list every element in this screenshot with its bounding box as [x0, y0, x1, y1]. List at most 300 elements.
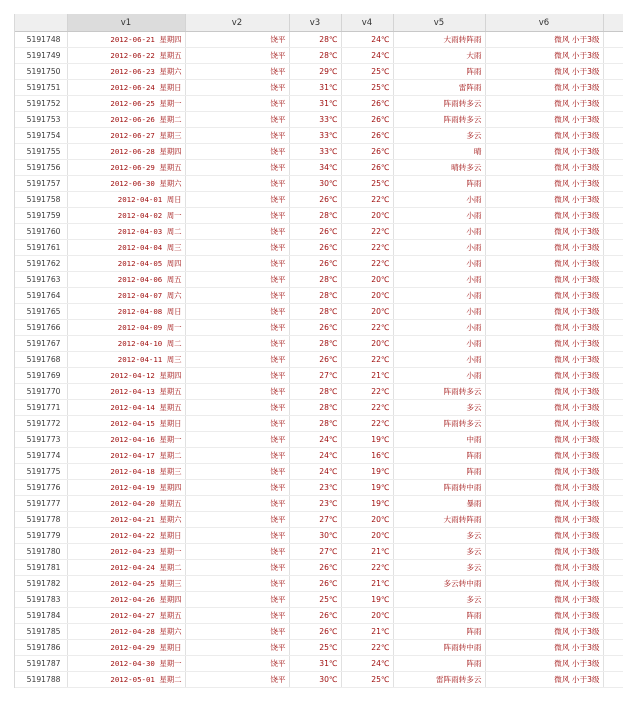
row-index-cell[interactable]: 5191755 — [15, 144, 67, 160]
high-temp-cell[interactable]: 26℃ — [289, 320, 341, 336]
row-index-cell[interactable]: 5191784 — [15, 608, 67, 624]
row-index-cell[interactable]: 5191750 — [15, 64, 67, 80]
low-temp-cell[interactable]: 21℃ — [341, 624, 393, 640]
weather-cell[interactable]: 阵雨 — [393, 464, 485, 480]
city-cell[interactable]: 饶平 — [185, 176, 289, 192]
low-temp-cell[interactable]: 22℃ — [341, 400, 393, 416]
city-cell[interactable]: 饶平 — [185, 144, 289, 160]
date-cell[interactable]: 2012-04-30 星期一 — [67, 656, 185, 672]
row-index-cell[interactable]: 5191761 — [15, 240, 67, 256]
table-row[interactable] — [15, 96, 623, 112]
weather-cell[interactable]: 多云 — [393, 560, 485, 576]
table-row[interactable] — [15, 432, 623, 448]
table-row[interactable] — [15, 336, 623, 352]
weather-cell[interactable]: 暴雨 — [393, 496, 485, 512]
wind-cell[interactable]: 微风 小于3级 — [485, 448, 603, 464]
wind-cell[interactable]: 微风 小于3级 — [485, 176, 603, 192]
column-header-v3[interactable]: v3 — [289, 14, 341, 32]
wind-cell[interactable]: 微风 小于3级 — [485, 496, 603, 512]
weather-cell[interactable]: 小雨 — [393, 304, 485, 320]
table-row[interactable] — [15, 672, 623, 688]
city-cell[interactable]: 饶平 — [185, 112, 289, 128]
date-cell[interactable]: 2012-04-20 星期五 — [67, 496, 185, 512]
weather-cell[interactable]: 小雨 — [393, 288, 485, 304]
wind-cell[interactable]: 微风 小于3级 — [485, 576, 603, 592]
city-cell[interactable]: 饶平 — [185, 432, 289, 448]
city-cell[interactable]: 饶平 — [185, 576, 289, 592]
table-row[interactable] — [15, 656, 623, 672]
weather-cell[interactable]: 小雨 — [393, 192, 485, 208]
low-temp-cell[interactable]: 20℃ — [341, 512, 393, 528]
weather-cell[interactable]: 多云 — [393, 400, 485, 416]
table-row[interactable] — [15, 448, 623, 464]
weather-cell[interactable]: 小雨 — [393, 256, 485, 272]
date-cell[interactable]: 2012-04-18 星期三 — [67, 464, 185, 480]
high-temp-cell[interactable]: 33℃ — [289, 144, 341, 160]
weather-cell[interactable]: 雷阵雨转多云 — [393, 672, 485, 688]
high-temp-cell[interactable]: 28℃ — [289, 288, 341, 304]
date-cell[interactable]: 2012-04-24 星期二 — [67, 560, 185, 576]
date-cell[interactable]: 2012-06-27 星期三 — [67, 128, 185, 144]
low-temp-cell[interactable]: 20℃ — [341, 208, 393, 224]
row-index-cell[interactable]: 5191769 — [15, 368, 67, 384]
high-temp-cell[interactable]: 26℃ — [289, 608, 341, 624]
city-cell[interactable]: 饶平 — [185, 256, 289, 272]
weather-cell[interactable]: 多云转中雨 — [393, 576, 485, 592]
city-cell[interactable]: 饶平 — [185, 400, 289, 416]
low-temp-cell[interactable]: 25℃ — [341, 64, 393, 80]
low-temp-cell[interactable]: 24℃ — [341, 32, 393, 48]
city-cell[interactable]: 饶平 — [185, 656, 289, 672]
row-index-cell[interactable]: 5191778 — [15, 512, 67, 528]
high-temp-cell[interactable]: 28℃ — [289, 48, 341, 64]
weather-cell[interactable]: 阵雨 — [393, 64, 485, 80]
weather-cell[interactable]: 阵雨转多云 — [393, 96, 485, 112]
weather-cell[interactable]: 阵雨 — [393, 176, 485, 192]
city-cell[interactable]: 饶平 — [185, 32, 289, 48]
weather-cell[interactable]: 多云 — [393, 592, 485, 608]
wind-cell[interactable]: 微风 小于3级 — [485, 464, 603, 480]
row-index-cell[interactable]: 5191754 — [15, 128, 67, 144]
city-cell[interactable]: 饶平 — [185, 160, 289, 176]
wind-cell[interactable]: 微风 小于3级 — [485, 592, 603, 608]
city-cell[interactable]: 饶平 — [185, 640, 289, 656]
table-row[interactable] — [15, 592, 623, 608]
city-cell[interactable]: 饶平 — [185, 64, 289, 80]
weather-cell[interactable]: 中雨 — [393, 432, 485, 448]
date-cell[interactable]: 2012-04-01 周日 — [67, 192, 185, 208]
low-temp-cell[interactable]: 19℃ — [341, 464, 393, 480]
city-cell[interactable]: 饶平 — [185, 288, 289, 304]
wind-cell[interactable]: 微风 小于3级 — [485, 384, 603, 400]
row-index-cell[interactable]: 5191759 — [15, 208, 67, 224]
table-row[interactable] — [15, 288, 623, 304]
weather-cell[interactable]: 小雨 — [393, 352, 485, 368]
date-cell[interactable]: 2012-06-21 星期四 — [67, 32, 185, 48]
table-row[interactable] — [15, 48, 623, 64]
row-index-cell[interactable]: 5191777 — [15, 496, 67, 512]
low-temp-cell[interactable]: 22℃ — [341, 640, 393, 656]
weather-cell[interactable]: 多云 — [393, 544, 485, 560]
wind-cell[interactable]: 微风 小于3级 — [485, 144, 603, 160]
low-temp-cell[interactable]: 19℃ — [341, 496, 393, 512]
city-cell[interactable]: 饶平 — [185, 544, 289, 560]
city-cell[interactable]: 饶平 — [185, 96, 289, 112]
low-temp-cell[interactable]: 26℃ — [341, 128, 393, 144]
city-cell[interactable]: 饶平 — [185, 384, 289, 400]
table-row[interactable] — [15, 240, 623, 256]
weather-cell[interactable]: 多云 — [393, 528, 485, 544]
wind-cell[interactable]: 微风 小于3级 — [485, 256, 603, 272]
city-cell[interactable]: 饶平 — [185, 240, 289, 256]
wind-cell[interactable]: 微风 小于3级 — [485, 544, 603, 560]
weather-cell[interactable]: 晴 — [393, 144, 485, 160]
row-index-cell[interactable]: 5191781 — [15, 560, 67, 576]
high-temp-cell[interactable]: 25℃ — [289, 640, 341, 656]
weather-cell[interactable]: 阵雨转中雨 — [393, 480, 485, 496]
date-cell[interactable]: 2012-04-04 周三 — [67, 240, 185, 256]
date-cell[interactable]: 2012-04-12 星期四 — [67, 368, 185, 384]
table-row[interactable] — [15, 544, 623, 560]
wind-cell[interactable]: 微风 小于3级 — [485, 304, 603, 320]
weather-cell[interactable]: 阵雨 — [393, 608, 485, 624]
city-cell[interactable]: 饶平 — [185, 672, 289, 688]
date-cell[interactable]: 2012-04-17 星期二 — [67, 448, 185, 464]
low-temp-cell[interactable]: 25℃ — [341, 672, 393, 688]
low-temp-cell[interactable]: 22℃ — [341, 560, 393, 576]
row-index-cell[interactable]: 5191788 — [15, 672, 67, 688]
high-temp-cell[interactable]: 24℃ — [289, 464, 341, 480]
table-row[interactable] — [15, 304, 623, 320]
weather-cell[interactable]: 阵雨转多云 — [393, 416, 485, 432]
city-cell[interactable]: 饶平 — [185, 624, 289, 640]
table-row[interactable] — [15, 640, 623, 656]
row-index-cell[interactable]: 5191758 — [15, 192, 67, 208]
row-index-cell[interactable]: 5191760 — [15, 224, 67, 240]
low-temp-cell[interactable]: 19℃ — [341, 480, 393, 496]
low-temp-cell[interactable]: 26℃ — [341, 96, 393, 112]
city-cell[interactable]: 饶平 — [185, 352, 289, 368]
table-row[interactable] — [15, 208, 623, 224]
high-temp-cell[interactable]: 23℃ — [289, 496, 341, 512]
row-index-cell[interactable]: 5191752 — [15, 96, 67, 112]
low-temp-cell[interactable]: 24℃ — [341, 656, 393, 672]
high-temp-cell[interactable]: 26℃ — [289, 224, 341, 240]
row-index-cell[interactable]: 5191773 — [15, 432, 67, 448]
date-cell[interactable]: 2012-04-11 周三 — [67, 352, 185, 368]
date-cell[interactable]: 2012-04-05 周四 — [67, 256, 185, 272]
low-temp-cell[interactable]: 20℃ — [341, 528, 393, 544]
low-temp-cell[interactable]: 22℃ — [341, 256, 393, 272]
high-temp-cell[interactable]: 29℃ — [289, 64, 341, 80]
table-row[interactable] — [15, 416, 623, 432]
table-row[interactable] — [15, 192, 623, 208]
wind-cell[interactable]: 微风 小于3级 — [485, 224, 603, 240]
high-temp-cell[interactable]: 28℃ — [289, 272, 341, 288]
wind-cell[interactable]: 微风 小于3级 — [485, 64, 603, 80]
weather-cell[interactable]: 阵雨 — [393, 656, 485, 672]
wind-cell[interactable]: 微风 小于3级 — [485, 80, 603, 96]
date-cell[interactable]: 2012-04-25 星期三 — [67, 576, 185, 592]
low-temp-cell[interactable]: 26℃ — [341, 112, 393, 128]
weather-cell[interactable]: 晴转多云 — [393, 160, 485, 176]
city-cell[interactable]: 饶平 — [185, 608, 289, 624]
high-temp-cell[interactable]: 26℃ — [289, 560, 341, 576]
weather-cell[interactable]: 小雨 — [393, 224, 485, 240]
weather-cell[interactable]: 阵雨转多云 — [393, 384, 485, 400]
weather-cell[interactable]: 小雨 — [393, 336, 485, 352]
city-cell[interactable]: 饶平 — [185, 80, 289, 96]
wind-cell[interactable]: 微风 小于3级 — [485, 160, 603, 176]
date-cell[interactable]: 2012-06-29 星期五 — [67, 160, 185, 176]
high-temp-cell[interactable]: 34℃ — [289, 160, 341, 176]
wind-cell[interactable]: 微风 小于3级 — [485, 288, 603, 304]
date-cell[interactable]: 2012-04-06 周五 — [67, 272, 185, 288]
index-column-header[interactable] — [15, 14, 67, 32]
row-index-cell[interactable]: 5191780 — [15, 544, 67, 560]
city-cell[interactable]: 饶平 — [185, 208, 289, 224]
table-row[interactable] — [15, 224, 623, 240]
row-index-cell[interactable]: 5191757 — [15, 176, 67, 192]
wind-cell[interactable]: 微风 小于3级 — [485, 656, 603, 672]
row-index-cell[interactable]: 5191753 — [15, 112, 67, 128]
table-row[interactable] — [15, 560, 623, 576]
table-row[interactable] — [15, 144, 623, 160]
high-temp-cell[interactable]: 27℃ — [289, 368, 341, 384]
low-temp-cell[interactable]: 20℃ — [341, 336, 393, 352]
weather-cell[interactable]: 小雨 — [393, 240, 485, 256]
row-index-cell[interactable]: 5191774 — [15, 448, 67, 464]
wind-cell[interactable]: 微风 小于3级 — [485, 400, 603, 416]
high-temp-cell[interactable]: 26℃ — [289, 352, 341, 368]
row-index-cell[interactable]: 5191763 — [15, 272, 67, 288]
low-temp-cell[interactable]: 21℃ — [341, 368, 393, 384]
column-header-v5[interactable]: v5 — [393, 14, 485, 32]
table-row[interactable] — [15, 368, 623, 384]
row-index-cell[interactable]: 5191751 — [15, 80, 67, 96]
table-row[interactable] — [15, 608, 623, 624]
table-row[interactable] — [15, 80, 623, 96]
date-cell[interactable]: 2012-04-09 周一 — [67, 320, 185, 336]
weather-cell[interactable]: 阵雨转中雨 — [393, 640, 485, 656]
row-index-cell[interactable]: 5191765 — [15, 304, 67, 320]
table-row[interactable] — [15, 496, 623, 512]
high-temp-cell[interactable]: 28℃ — [289, 32, 341, 48]
row-index-cell[interactable]: 5191786 — [15, 640, 67, 656]
high-temp-cell[interactable]: 33℃ — [289, 112, 341, 128]
date-cell[interactable]: 2012-04-27 星期五 — [67, 608, 185, 624]
date-cell[interactable]: 2012-04-13 星期五 — [67, 384, 185, 400]
city-cell[interactable]: 饶平 — [185, 368, 289, 384]
city-cell[interactable]: 饶平 — [185, 336, 289, 352]
table-row[interactable] — [15, 624, 623, 640]
high-temp-cell[interactable]: 26℃ — [289, 240, 341, 256]
date-cell[interactable]: 2012-04-26 星期四 — [67, 592, 185, 608]
high-temp-cell[interactable]: 26℃ — [289, 256, 341, 272]
wind-cell[interactable]: 微风 小于3级 — [485, 192, 603, 208]
weather-cell[interactable]: 阵雨转多云 — [393, 112, 485, 128]
wind-cell[interactable]: 微风 小于3级 — [485, 672, 603, 688]
date-cell[interactable]: 2012-04-15 星期日 — [67, 416, 185, 432]
date-cell[interactable]: 2012-04-03 周二 — [67, 224, 185, 240]
date-cell[interactable]: 2012-05-01 星期二 — [67, 672, 185, 688]
high-temp-cell[interactable]: 27℃ — [289, 512, 341, 528]
date-cell[interactable]: 2012-04-02 周一 — [67, 208, 185, 224]
row-index-cell[interactable]: 5191766 — [15, 320, 67, 336]
date-cell[interactable]: 2012-06-23 星期六 — [67, 64, 185, 80]
city-cell[interactable]: 饶平 — [185, 448, 289, 464]
table-row[interactable] — [15, 384, 623, 400]
table-row[interactable] — [15, 464, 623, 480]
table-row[interactable] — [15, 128, 623, 144]
row-index-cell[interactable]: 5191779 — [15, 528, 67, 544]
low-temp-cell[interactable]: 20℃ — [341, 608, 393, 624]
low-temp-cell[interactable]: 16℃ — [341, 448, 393, 464]
date-cell[interactable]: 2012-04-21 星期六 — [67, 512, 185, 528]
low-temp-cell[interactable]: 25℃ — [341, 80, 393, 96]
city-cell[interactable]: 饶平 — [185, 560, 289, 576]
city-cell[interactable]: 饶平 — [185, 464, 289, 480]
low-temp-cell[interactable]: 21℃ — [341, 576, 393, 592]
low-temp-cell[interactable]: 20℃ — [341, 304, 393, 320]
high-temp-cell[interactable]: 30℃ — [289, 672, 341, 688]
high-temp-cell[interactable]: 24℃ — [289, 432, 341, 448]
high-temp-cell[interactable]: 28℃ — [289, 400, 341, 416]
date-cell[interactable]: 2012-04-23 星期一 — [67, 544, 185, 560]
low-temp-cell[interactable]: 20℃ — [341, 272, 393, 288]
row-index-cell[interactable]: 5191772 — [15, 416, 67, 432]
date-cell[interactable]: 2012-04-28 星期六 — [67, 624, 185, 640]
table-row[interactable] — [15, 576, 623, 592]
column-header-v1[interactable]: v1 — [67, 14, 185, 32]
weather-cell[interactable]: 大雨转阵雨 — [393, 32, 485, 48]
row-index-cell[interactable]: 5191776 — [15, 480, 67, 496]
date-cell[interactable]: 2012-04-19 星期四 — [67, 480, 185, 496]
table-row[interactable] — [15, 112, 623, 128]
wind-cell[interactable]: 微风 小于3级 — [485, 320, 603, 336]
high-temp-cell[interactable]: 26℃ — [289, 192, 341, 208]
row-index-cell[interactable]: 5191748 — [15, 32, 67, 48]
table-row[interactable] — [15, 176, 623, 192]
low-temp-cell[interactable]: 26℃ — [341, 160, 393, 176]
weather-cell[interactable]: 阵雨 — [393, 624, 485, 640]
wind-cell[interactable]: 微风 小于3级 — [485, 48, 603, 64]
wind-cell[interactable]: 微风 小于3级 — [485, 128, 603, 144]
wind-cell[interactable]: 微风 小于3级 — [485, 480, 603, 496]
high-temp-cell[interactable]: 23℃ — [289, 480, 341, 496]
low-temp-cell[interactable]: 19℃ — [341, 592, 393, 608]
city-cell[interactable]: 饶平 — [185, 128, 289, 144]
wind-cell[interactable]: 微风 小于3级 — [485, 608, 603, 624]
row-index-cell[interactable]: 5191764 — [15, 288, 67, 304]
high-temp-cell[interactable]: 24℃ — [289, 448, 341, 464]
high-temp-cell[interactable]: 26℃ — [289, 624, 341, 640]
weather-cell[interactable]: 小雨 — [393, 272, 485, 288]
table-row[interactable] — [15, 32, 623, 48]
date-cell[interactable]: 2012-04-10 周二 — [67, 336, 185, 352]
row-index-cell[interactable]: 5191787 — [15, 656, 67, 672]
high-temp-cell[interactable]: 31℃ — [289, 96, 341, 112]
high-temp-cell[interactable]: 31℃ — [289, 80, 341, 96]
city-cell[interactable]: 饶平 — [185, 416, 289, 432]
table-row[interactable] — [15, 512, 623, 528]
row-index-cell[interactable]: 5191775 — [15, 464, 67, 480]
wind-cell[interactable]: 微风 小于3级 — [485, 640, 603, 656]
table-row[interactable] — [15, 160, 623, 176]
date-cell[interactable]: 2012-06-24 星期日 — [67, 80, 185, 96]
date-cell[interactable]: 2012-04-16 星期一 — [67, 432, 185, 448]
city-cell[interactable]: 饶平 — [185, 192, 289, 208]
high-temp-cell[interactable]: 33℃ — [289, 128, 341, 144]
date-cell[interactable]: 2012-04-08 周日 — [67, 304, 185, 320]
row-index-cell[interactable]: 5191783 — [15, 592, 67, 608]
weather-cell[interactable]: 大雨转阵雨 — [393, 512, 485, 528]
date-cell[interactable]: 2012-04-29 星期日 — [67, 640, 185, 656]
high-temp-cell[interactable]: 28℃ — [289, 304, 341, 320]
city-cell[interactable]: 饶平 — [185, 304, 289, 320]
date-cell[interactable]: 2012-06-25 星期一 — [67, 96, 185, 112]
high-temp-cell[interactable]: 30℃ — [289, 528, 341, 544]
low-temp-cell[interactable]: 19℃ — [341, 432, 393, 448]
wind-cell[interactable]: 微风 小于3级 — [485, 624, 603, 640]
high-temp-cell[interactable]: 28℃ — [289, 416, 341, 432]
date-cell[interactable]: 2012-06-30 星期六 — [67, 176, 185, 192]
date-cell[interactable]: 2012-04-14 星期五 — [67, 400, 185, 416]
table-row[interactable] — [15, 64, 623, 80]
city-cell[interactable]: 饶平 — [185, 496, 289, 512]
city-cell[interactable]: 饶平 — [185, 592, 289, 608]
column-header-v4[interactable]: v4 — [341, 14, 393, 32]
weather-cell[interactable]: 小雨 — [393, 208, 485, 224]
wind-cell[interactable]: 微风 小于3级 — [485, 416, 603, 432]
low-temp-cell[interactable]: 22℃ — [341, 192, 393, 208]
row-index-cell[interactable]: 5191782 — [15, 576, 67, 592]
row-index-cell[interactable]: 5191771 — [15, 400, 67, 416]
weather-cell[interactable]: 多云 — [393, 128, 485, 144]
city-cell[interactable]: 饶平 — [185, 512, 289, 528]
date-cell[interactable]: 2012-04-07 周六 — [67, 288, 185, 304]
low-temp-cell[interactable]: 25℃ — [341, 176, 393, 192]
row-index-cell[interactable]: 5191770 — [15, 384, 67, 400]
low-temp-cell[interactable]: 20℃ — [341, 288, 393, 304]
row-index-cell[interactable]: 5191767 — [15, 336, 67, 352]
city-cell[interactable]: 饶平 — [185, 272, 289, 288]
table-row[interactable] — [15, 480, 623, 496]
high-temp-cell[interactable]: 26℃ — [289, 576, 341, 592]
row-index-cell[interactable]: 5191785 — [15, 624, 67, 640]
city-cell[interactable]: 饶平 — [185, 48, 289, 64]
high-temp-cell[interactable]: 25℃ — [289, 592, 341, 608]
low-temp-cell[interactable]: 24℃ — [341, 48, 393, 64]
row-index-cell[interactable]: 5191756 — [15, 160, 67, 176]
weather-cell[interactable]: 小雨 — [393, 368, 485, 384]
wind-cell[interactable]: 微风 小于3级 — [485, 368, 603, 384]
table-row[interactable] — [15, 256, 623, 272]
high-temp-cell[interactable]: 28℃ — [289, 384, 341, 400]
date-cell[interactable]: 2012-06-22 星期五 — [67, 48, 185, 64]
high-temp-cell[interactable]: 31℃ — [289, 656, 341, 672]
row-index-cell[interactable]: 5191749 — [15, 48, 67, 64]
date-cell[interactable]: 2012-04-22 星期日 — [67, 528, 185, 544]
table-row[interactable] — [15, 320, 623, 336]
city-cell[interactable]: 饶平 — [185, 224, 289, 240]
high-temp-cell[interactable]: 30℃ — [289, 176, 341, 192]
weather-cell[interactable]: 小雨 — [393, 320, 485, 336]
low-temp-cell[interactable]: 22℃ — [341, 416, 393, 432]
low-temp-cell[interactable]: 22℃ — [341, 352, 393, 368]
column-header-v2[interactable]: v2 — [185, 14, 289, 32]
wind-cell[interactable]: 微风 小于3级 — [485, 352, 603, 368]
